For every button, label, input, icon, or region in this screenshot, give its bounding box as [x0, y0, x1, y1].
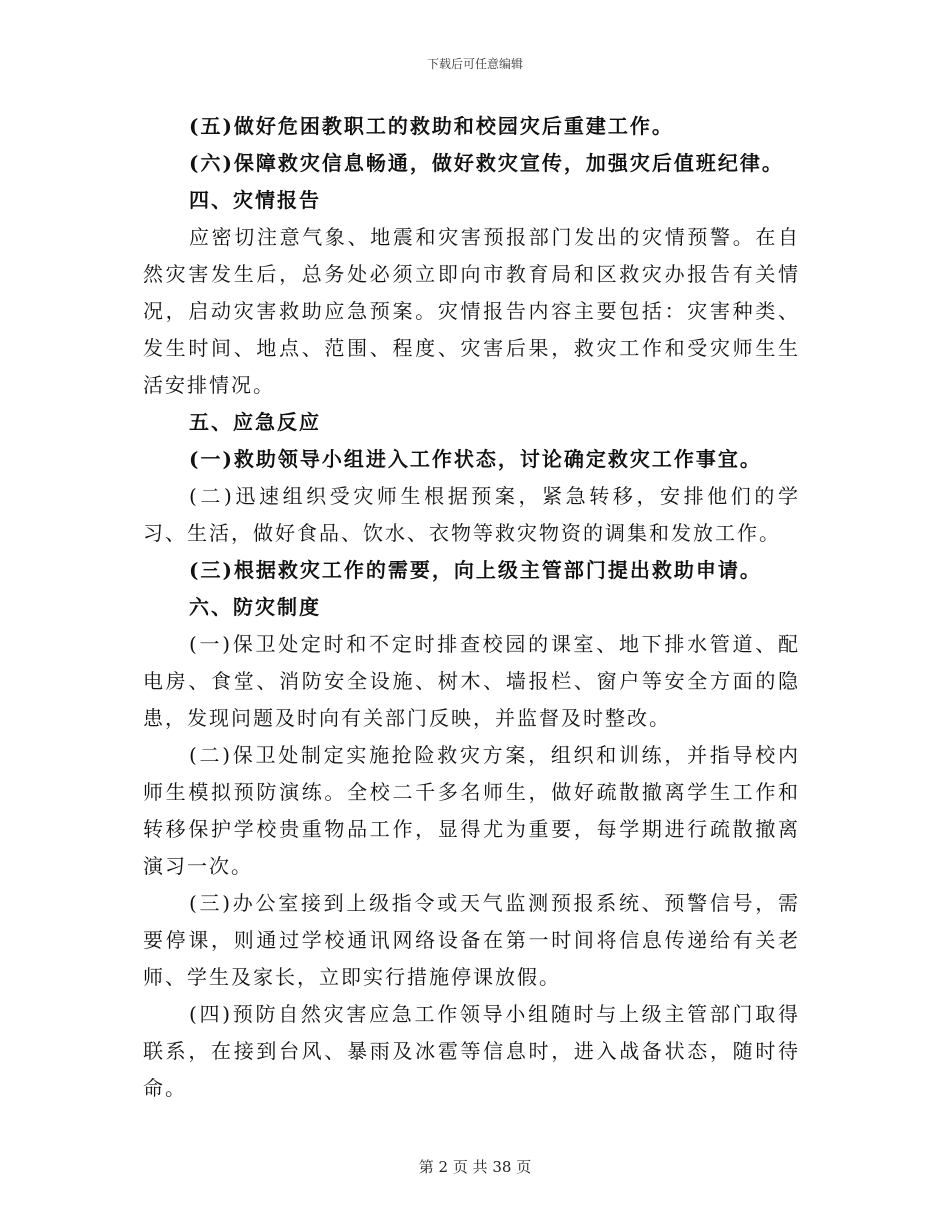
- document-body: [143, 108, 800, 1107]
- paragraph-prevention-4: (四)预防自然灾害应急工作领导小组随时与上级主管部门取得联系，在接到台风、暴雨及冰雹等信息时，进入战备状态，随时待命。: [143, 1002, 800, 1100]
- section-heading-prevention-system: 六、防灾制度: [189, 595, 321, 619]
- paragraph-response-3: (三)根据救灾工作的需要，向上级主管部门提出救助申请。: [189, 558, 762, 582]
- paragraph-response-2: (二)迅速组织受灾师生根据预案，紧急转移，安排他们的学习、生活，做好食品、饮水、衣物等救灾物资的调集和发放工作。: [143, 484, 800, 545]
- section-heading-emergency-response: 五、应急反应: [189, 410, 321, 434]
- paragraph-six: (六)保障救灾信息畅通，做好救灾宣传，加强灾后值班纪律。: [189, 151, 784, 175]
- paragraph-prevention-1: (一)保卫处定时和不定时排查校园的课室、地下排水管道、配电房、食堂、消防安全设施、树木、墙报栏、窗户等安全方面的隐患，发现问题及时向有关部门反映，并监督及时整改。: [143, 632, 800, 730]
- page-header-note: 下载后可任意编辑: [426, 57, 523, 71]
- paragraph-five: (五)做好危困教职工的救助和校园灾后重建工作。: [189, 114, 674, 138]
- paragraph-prevention-2: (二)保卫处制定实施抢险救灾方案，组织和训练，并指导校内师生模拟预防演练。全校二千多名师生，做好疏散撤离学生工作和转移保护学校贵重物品工作，显得尤为重要，每学期进行疏散撤离演习一次。: [143, 743, 800, 878]
- paragraph-prevention-3: (三)办公室接到上级指令或天气监测预报系统、预警信号，需要停课，则通过学校通讯网络设备在第一时间将信息传递给有关老师、学生及家长，立即实行措施停课放假。: [143, 891, 800, 989]
- section-heading-disaster-report: 四、灾情报告: [189, 188, 321, 212]
- paragraph-response-1: (一)救助领导小组进入工作状态，讨论确定救灾工作事宜。: [189, 447, 762, 471]
- paragraph-disaster-report: 应密切注意气象、地震和灾害预报部门发出的灾情预警。在自然灾害发生后，总务处必须立即向市教育局和区救灾办报告有关情况，启动灾害救助应急预案。灾情报告内容主要包括：灾害种类、发生时间、地点、范围、程度、灾害后果，救灾工作和受灾师生生活安排情况。: [143, 225, 800, 397]
- page-number: 第 2 页 共 38 页: [418, 1158, 532, 1176]
